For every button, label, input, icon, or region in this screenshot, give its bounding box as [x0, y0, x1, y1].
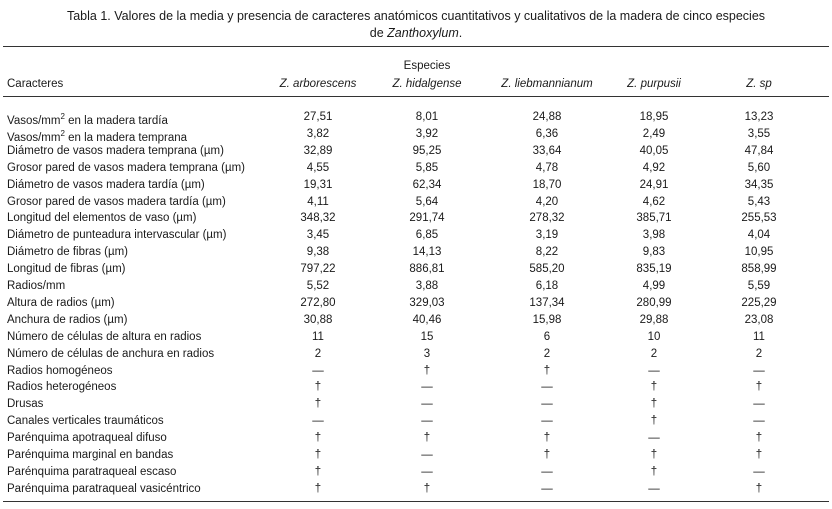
table-cell: † — [423, 432, 431, 445]
table-cell: † — [423, 364, 431, 377]
row-label — [7, 127, 187, 145]
row-label — [7, 465, 176, 479]
table-cell: 4,99 — [642, 280, 666, 292]
row-label — [7, 347, 214, 361]
table-cell: — — [421, 381, 433, 394]
row-label — [7, 279, 65, 293]
species-header: Z. arborescens — [279, 78, 357, 90]
bottom-rule — [3, 501, 829, 502]
row-label — [7, 211, 196, 225]
row-label — [7, 262, 126, 276]
table-cell: † — [755, 432, 763, 445]
row-label — [7, 397, 43, 411]
row-label-text: Parénquima marginal en bandas — [7, 449, 174, 461]
table-cell: † — [314, 381, 322, 394]
table-cell: 348,32 — [300, 212, 336, 225]
table-cell: 5,60 — [747, 161, 771, 174]
row-label — [7, 110, 168, 128]
row-label-text: Altura de radios (µm) — [7, 296, 115, 309]
table-cell: 225,29 — [741, 296, 777, 309]
table-cell: 5,64 — [415, 195, 439, 208]
caption-suffix: . — [458, 26, 463, 40]
table-cell: — — [541, 482, 553, 495]
table-cell: 2 — [755, 347, 763, 360]
table-cell: † — [650, 415, 658, 428]
table-cell: 6 — [543, 330, 551, 343]
row-label-text: Longitud del elementos de vaso (µm) — [7, 212, 197, 225]
table-cell: 886,81 — [409, 263, 445, 276]
row-label — [7, 313, 127, 327]
table-cell: 5,43 — [747, 195, 771, 208]
table-cell: † — [314, 482, 322, 495]
table-cell: † — [755, 449, 763, 461]
table-cell: † — [423, 482, 431, 495]
row-label-suffix: en la madera tardía — [64, 114, 168, 127]
row-label-text: Parénquima apotraqueal difuso — [7, 432, 167, 445]
row-label — [7, 195, 226, 209]
table-cell: 14,13 — [412, 246, 442, 259]
row-label-text: Diámetro de vasos madera temprana (µm) — [7, 144, 224, 157]
table-cell: † — [650, 465, 658, 478]
species-header: Z. sp — [746, 78, 772, 90]
row-label-text: Drusas — [7, 398, 44, 411]
species-header: Z. hidalgense — [392, 78, 462, 90]
table-cell: 6,36 — [535, 127, 559, 140]
table-cell: 18,95 — [639, 111, 669, 123]
table-cell: 30,88 — [303, 313, 333, 326]
table-cell: — — [421, 449, 433, 461]
table-cell: — — [753, 415, 765, 428]
table-cell: 29,88 — [639, 313, 669, 326]
top-rule — [3, 46, 829, 47]
table-cell: † — [755, 381, 763, 394]
row-label — [7, 380, 116, 394]
row-label — [7, 414, 164, 428]
table-cell: 15,98 — [532, 313, 562, 326]
table-cell: 3,92 — [415, 127, 439, 140]
row-label — [7, 364, 113, 378]
table-cell: 32,89 — [303, 144, 333, 157]
table-cell: † — [543, 432, 551, 445]
row-label — [7, 161, 245, 175]
table-cell: — — [421, 415, 433, 428]
table-cell: 13,23 — [744, 111, 774, 123]
table-cell: 255,53 — [741, 212, 777, 225]
table-cell: 4,20 — [535, 195, 559, 208]
table-cell: 10,95 — [744, 246, 774, 259]
table-caption — [0, 8, 832, 42]
row-label — [7, 296, 115, 310]
table-cell: 6,18 — [535, 280, 559, 292]
row-label-text: Radios heterogéneos — [7, 381, 117, 394]
table-cell: 62,34 — [412, 178, 442, 191]
table-cell: 40,46 — [412, 313, 442, 326]
table-cell: 9,83 — [642, 246, 666, 259]
table-cell: 9,38 — [306, 246, 330, 259]
species-header: Z. purpusii — [627, 78, 681, 90]
table-cell: 47,84 — [744, 144, 774, 157]
table-cell: 2 — [314, 347, 322, 360]
table-cell: 329,03 — [409, 296, 445, 309]
table-cell: 3,82 — [306, 127, 330, 140]
table-cell: 4,62 — [642, 195, 666, 208]
table-cell: 2 — [650, 347, 658, 360]
row-label-suffix: en la madera temprana — [64, 131, 188, 144]
table-cell: — — [541, 415, 553, 428]
table-cell: 10 — [647, 330, 661, 343]
table-cell: † — [650, 398, 658, 411]
table-cell: 5,85 — [415, 161, 439, 174]
table-cell: — — [648, 364, 660, 377]
row-label-text: Canales verticales traumáticos — [7, 415, 164, 428]
table-cell: † — [314, 449, 322, 461]
species-header: Z. liebmannianum — [501, 78, 593, 90]
table-cell: 291,74 — [409, 212, 445, 225]
row-label — [7, 178, 205, 192]
table-cell: — — [753, 364, 765, 377]
table-cell: 18,70 — [532, 178, 562, 191]
table-cell: 3,19 — [535, 229, 559, 242]
table-cell: 11 — [312, 330, 324, 343]
table-cell: 2,49 — [642, 127, 666, 140]
table-cell: — — [541, 398, 553, 411]
table-cell: 5,59 — [747, 280, 771, 292]
caption-line-2 — [0, 25, 832, 42]
table-cell: 15 — [420, 330, 434, 343]
table-cell: — — [312, 364, 324, 377]
table-cell: † — [543, 449, 551, 461]
row-label-text: Número de células de anchura en radios — [7, 347, 215, 360]
table-cell: 137,34 — [529, 296, 565, 309]
row-label-text: Longitud de fibras (µm) — [7, 263, 126, 276]
table-cell: 5,52 — [306, 280, 330, 292]
table-cell: 3,45 — [306, 229, 330, 242]
table-cell: 4,55 — [306, 161, 330, 174]
table-cell: — — [541, 465, 553, 478]
row-label-superscript: 2 — [60, 112, 65, 121]
table-cell: 11 — [753, 330, 765, 343]
table-cell: † — [314, 398, 322, 411]
table-cell: 23,08 — [744, 313, 774, 326]
table-cell: 278,32 — [529, 212, 565, 225]
table-cell: 27,51 — [303, 111, 333, 123]
row-label — [7, 245, 128, 259]
table-cell: 2 — [543, 347, 551, 360]
table-cell: † — [314, 465, 322, 478]
table-cell: — — [648, 432, 660, 445]
table-cell: — — [541, 381, 553, 394]
table-cell: 4,78 — [535, 161, 559, 174]
caption-genus: Zanthoxylum — [387, 26, 459, 40]
row-label — [7, 228, 226, 242]
row-label-text: Número de células de altura en radios — [7, 330, 202, 343]
table-cell: 19,31 — [303, 178, 333, 191]
table-cell: 280,99 — [636, 296, 672, 309]
table-cell: — — [421, 465, 433, 478]
table-cell: 3 — [423, 347, 431, 360]
row-label — [7, 144, 224, 158]
table-cell: — — [312, 415, 324, 428]
row-label-text: Vasos/mm — [7, 114, 61, 127]
table-cell: 835,19 — [636, 263, 672, 276]
table-cell: 8,22 — [535, 246, 559, 259]
table-cell: 385,71 — [636, 212, 672, 225]
row-label-text: Parénquima paratraqueal escaso — [7, 465, 177, 478]
row-label-header: Caracteres — [7, 78, 64, 90]
table-cell: 4,11 — [307, 195, 329, 208]
species-group-header: Especies — [403, 60, 451, 72]
row-label-text: Diámetro de fibras (µm) — [7, 246, 129, 259]
table-cell: 95,25 — [412, 144, 442, 157]
row-label-text: Vasos/mm — [7, 131, 61, 144]
table-cell: 24,91 — [639, 178, 669, 191]
row-label-text: Radios/mm — [7, 280, 66, 292]
table-cell: 3,55 — [747, 127, 771, 140]
row-label — [7, 330, 201, 344]
caption-prefix: de — [369, 26, 388, 40]
table-cell: † — [650, 381, 658, 394]
table-cell: 797,22 — [300, 263, 336, 276]
header-rule — [3, 96, 829, 97]
row-label-superscript: 2 — [60, 128, 65, 138]
table-cell: 34,35 — [744, 178, 774, 191]
table-cell: — — [753, 398, 765, 411]
table-cell: — — [421, 398, 433, 411]
row-label-text: Diámetro de punteadura intervascular (µm) — [7, 229, 227, 242]
caption-line-1: Tabla 1. Valores de la media y presencia de caracteres anatómicos cuantitativos y cualitativos de la madera de cinco especies — [66, 9, 766, 23]
table-cell: 6,85 — [415, 229, 439, 242]
table-cell: 8,01 — [415, 111, 439, 123]
row-label-text: Parénquima paratraqueal vasicéntrico — [7, 482, 201, 495]
table-cell: 3,98 — [642, 229, 666, 242]
row-label-text: Anchura de radios (µm) — [7, 313, 128, 326]
table-cell: 4,04 — [747, 229, 771, 242]
row-label-text: Radios homogéneos — [7, 364, 113, 377]
table-cell: — — [753, 465, 765, 478]
table-cell: 3,88 — [415, 280, 439, 292]
row-label — [7, 431, 167, 445]
table-cell: 585,20 — [529, 263, 565, 276]
table-cell: 4,92 — [642, 161, 666, 174]
row-label-text: Grosor pared de vasos madera temprana (µm) — [7, 161, 246, 174]
row-label — [7, 482, 201, 496]
row-label-text: Diámetro de vasos madera tardía (µm) — [7, 178, 205, 191]
table-cell: † — [755, 482, 763, 495]
table-cell: † — [650, 449, 658, 461]
row-label — [7, 448, 173, 462]
table-cell: — — [648, 482, 660, 495]
table-cell: 33,64 — [532, 144, 562, 157]
table-cell: 272,80 — [300, 296, 336, 309]
table-cell: 40,05 — [639, 144, 669, 157]
table-cell: 24,88 — [532, 111, 562, 123]
table-cell: † — [543, 364, 551, 377]
row-label-text: Grosor pared de vasos madera tardía (µm) — [7, 195, 226, 208]
table-cell: † — [314, 432, 322, 445]
table-cell: 858,99 — [741, 263, 777, 276]
